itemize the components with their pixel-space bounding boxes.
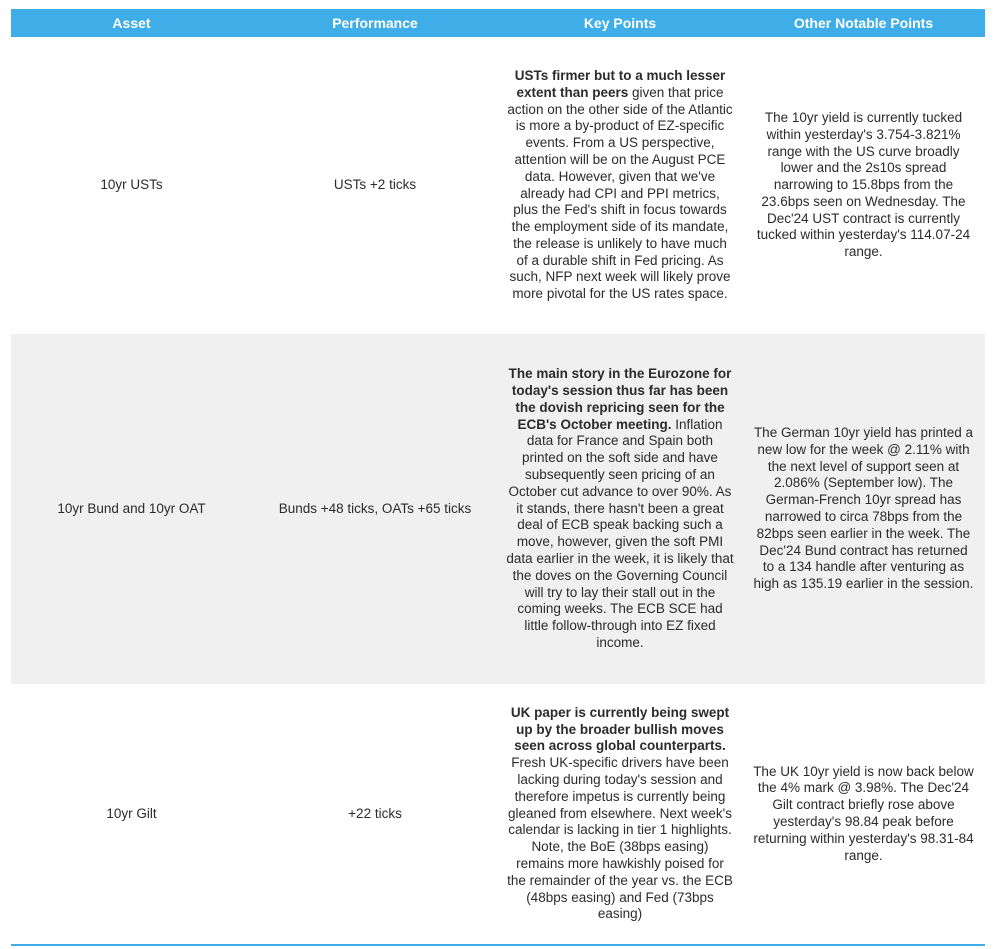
table-row xyxy=(11,334,985,684)
table-header xyxy=(11,9,985,37)
key-points-body: Inflation data for France and Spain both printed on the soft side and have subsequently seen pricing of an October cut advance to over 90%. As it stands, there hasn't been a great deal of ECB speak backing such a move, however, given the soft PMI data earlier in the week, it is likely that the doves on the Governing Council will try to lay their stall out in the coming weeks. The ECB SCE had little follow-through into EZ fixed income. xyxy=(506,416,734,650)
header-key-points: Key Points xyxy=(583,15,657,31)
other-notable-cell: The 10yr yield is currently tucked within yesterday's 3.754-3.821% range with the US curve broadly lower and the 2s10s spread narrowing to 15.8bps from the 23.6bps seen on Wednesday. The Dec'24 UST contract is currently tucked within yesterday's 114.07-24 range. xyxy=(756,109,971,260)
key-points-cell xyxy=(498,366,742,652)
asset-cell: 10yr USTs xyxy=(100,177,163,193)
performance-cell: +22 ticks xyxy=(348,805,402,821)
performance-cell: Bunds +48 ticks, OATs +65 ticks xyxy=(278,500,472,516)
asset-cell: 10yr Bund and 10yr OAT xyxy=(57,500,206,516)
other-notable-cell: The German 10yr yield has printed a new low for the week @ 2.11% with the next level of support seen at 2.086% (September low). The German-French 10yr spread has narrowed to circa 78bps from the 82bps seen earlier in the week. The Dec'24 Bund contract has returned to a 134 handle after venturing as high as 135.19 earlier in the session. xyxy=(753,425,974,592)
other-notable-cell: The UK 10yr yield is now back below the 4% mark @ 3.98%. The Dec'24 Gilt contract briefly rose above yesterday's 98.84 peak before returning within yesterday's 98.31-84 range. xyxy=(753,763,974,863)
key-points-cell xyxy=(498,705,742,923)
market-table xyxy=(11,9,985,946)
header-asset: Asset xyxy=(112,15,151,31)
key-points-headline: USTs firmer but to a much lesser extent than peers xyxy=(514,67,726,100)
table-row xyxy=(11,37,985,334)
header-other-notable-points: Other Notable Points xyxy=(793,15,934,31)
asset-cell: 10yr Gilt xyxy=(106,805,157,821)
table-row xyxy=(11,684,985,944)
performance-cell: USTs +2 ticks xyxy=(333,177,417,193)
key-points-cell xyxy=(498,68,742,303)
key-points-headline: UK paper is currently being swept up by the broader bullish moves seen across global counterparts. xyxy=(510,704,730,754)
key-points-body: Fresh UK-specific drivers have been lacking during today's session and therefore impetus is currently being gleaned from elsewhere. Next week's calendar is lacking in tier 1 highlights. Note, the BoE (38bps easing) remains more hawkishly poised for the remainder of the year vs. the ECB (48bps easing) and Fed (73bps easing) xyxy=(507,755,733,922)
key-points-body: given that price action on the other side of the Atlantic is more a by-product of EZ-specific events. From a US perspective, attention will be on the August PCE data. However, given that we've already had CPI and PPI metrics, plus the Fed's shift in focus towards the employment side of its mandate, the release is unlikely to have much of a durable shift in Fed pricing. As such, NFP next week will likely prove more pivotal for the US rates space. xyxy=(507,84,733,302)
table-bottom-rule xyxy=(11,944,985,946)
key-points-headline: The main story in the Eurozone for today's session thus far has been the dovish repricing seen for the ECB's October meeting. xyxy=(508,366,732,432)
header-performance: Performance xyxy=(332,15,418,31)
